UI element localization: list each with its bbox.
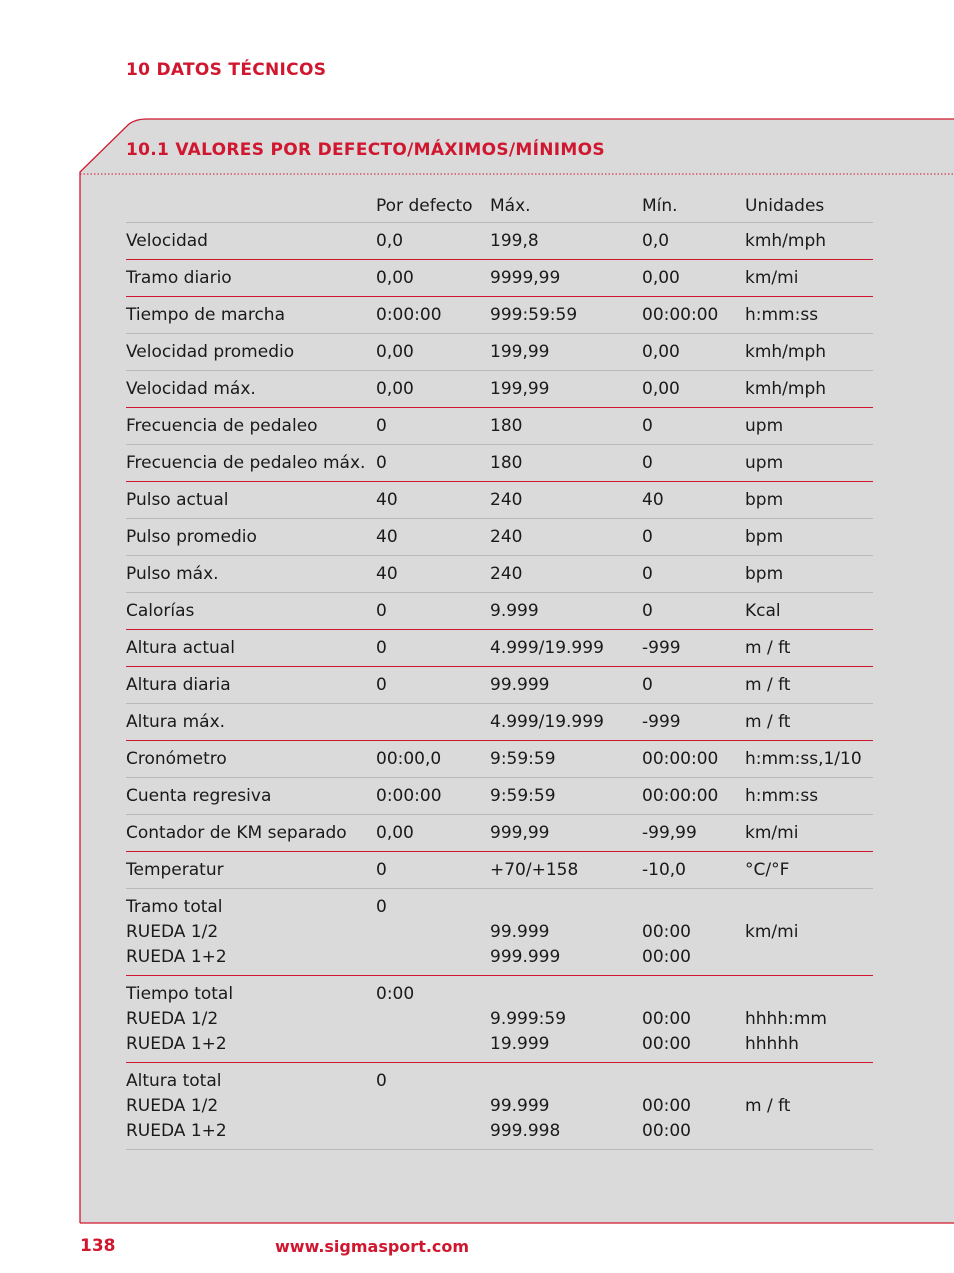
cell-max — [490, 1069, 560, 1144]
cell-unit: bpm — [745, 490, 784, 510]
cell-label — [126, 895, 227, 970]
cell-unit: upm — [745, 416, 784, 436]
cell-label: Pulso promedio — [126, 527, 257, 547]
cell-label: Pulso máx. — [126, 564, 219, 584]
cell-default: 40 — [376, 490, 398, 510]
cell-unit — [745, 895, 798, 970]
cell-min: 0,00 — [642, 342, 680, 362]
cell-label: Cuenta regresiva — [126, 786, 272, 806]
cell-min — [642, 1069, 691, 1144]
cell-default: 0 — [376, 601, 387, 621]
cell-unit: °C/°F — [745, 860, 790, 880]
cell-label: Pulso actual — [126, 490, 229, 510]
cell-default — [376, 1069, 387, 1144]
cell-label: Frecuencia de pedaleo máx. — [126, 453, 366, 473]
cell-min — [642, 982, 691, 1057]
cell-label — [126, 982, 233, 1057]
cell-max: 9999,99 — [490, 268, 561, 288]
cell-default — [376, 895, 387, 970]
cell-min: 00:00:00 — [642, 786, 719, 806]
cell-unit: Kcal — [745, 601, 781, 621]
cell-min: 0 — [642, 564, 653, 584]
cell-max: 4.999/19.999 — [490, 638, 604, 658]
cell-max: 199,99 — [490, 342, 550, 362]
cell-unit: bpm — [745, 564, 784, 584]
cell-unit — [745, 982, 827, 1057]
cell-label: Tramo diario — [126, 268, 232, 288]
cell-max — [490, 982, 566, 1057]
cell-max: 240 — [490, 490, 523, 510]
cell-line: 0 — [376, 1071, 387, 1091]
cell-default: 0:00:00 — [376, 786, 442, 806]
chapter-title: 10 DATOS TÉCNICOS — [126, 60, 327, 80]
section-title: 10.1 VALORES POR DEFECTO/MÁXIMOS/MÍNIMOS — [126, 140, 605, 160]
cell-min: 0,00 — [642, 379, 680, 399]
cell-max: 240 — [490, 564, 523, 584]
cell-unit: h:mm:ss,1/10 — [745, 749, 862, 769]
cell-default — [376, 982, 414, 1057]
cell-label: Cronómetro — [126, 749, 227, 769]
cell-line: 999.998 — [490, 1121, 561, 1141]
header-default: Por defecto — [376, 196, 473, 216]
cell-default: 0,00 — [376, 379, 414, 399]
cell-unit: kmh/mph — [745, 231, 827, 251]
cell-line — [376, 1032, 414, 1057]
cell-label: Tiempo de marcha — [126, 305, 285, 325]
cell-line — [745, 1069, 790, 1094]
cell-line: 999.999 — [490, 947, 561, 967]
table-row — [126, 778, 873, 815]
cell-max: 199,8 — [490, 231, 539, 251]
cell-line: RUEDA 1+2 — [126, 1034, 227, 1054]
table-row — [126, 815, 873, 852]
cell-line — [490, 982, 566, 1007]
cell-min: 00:00:00 — [642, 749, 719, 769]
cell-line — [642, 895, 691, 920]
cell-default: 00:00,0 — [376, 749, 442, 769]
cell-unit: h:mm:ss — [745, 305, 819, 325]
table-row — [126, 704, 873, 741]
table-row — [126, 260, 873, 297]
cell-label: Altura diaria — [126, 675, 231, 695]
cell-line — [642, 1069, 691, 1094]
cell-unit: kmh/mph — [745, 342, 827, 362]
cell-max: 180 — [490, 416, 523, 436]
cell-line: 00:00 — [642, 922, 691, 942]
cell-unit: m / ft — [745, 675, 791, 695]
cell-default: 0 — [376, 860, 387, 880]
cell-line: 99.999 — [490, 922, 550, 942]
table-row — [126, 223, 873, 260]
cell-default: 0 — [376, 416, 387, 436]
cell-label: Velocidad promedio — [126, 342, 295, 362]
cell-line: m / ft — [745, 1096, 791, 1116]
table-row — [126, 852, 873, 889]
cell-line — [376, 1007, 414, 1032]
cell-line — [745, 982, 827, 1007]
cell-max: 240 — [490, 527, 523, 547]
cell-line: Tramo total — [126, 897, 223, 917]
cell-unit: bpm — [745, 527, 784, 547]
cell-line: hhhh:mm — [745, 1009, 827, 1029]
cell-line: hhhhh — [745, 1034, 799, 1054]
cell-min: 0 — [642, 416, 653, 436]
cell-min: -10,0 — [642, 860, 686, 880]
cell-max: 4.999/19.999 — [490, 712, 604, 732]
cell-min: -999 — [642, 712, 681, 732]
table-row-multiline — [126, 976, 873, 1063]
cell-label: Calorías — [126, 601, 195, 621]
cell-default: 0,00 — [376, 342, 414, 362]
cell-label: Velocidad máx. — [126, 379, 256, 399]
cell-default: 40 — [376, 527, 398, 547]
cell-line: 19.999 — [490, 1034, 550, 1054]
cell-min: 00:00:00 — [642, 305, 719, 325]
cell-line: RUEDA 1/2 — [126, 1009, 219, 1029]
cell-unit: upm — [745, 453, 784, 473]
cell-line — [745, 1119, 790, 1144]
cell-min — [642, 895, 691, 970]
cell-line: 00:00 — [642, 1034, 691, 1054]
cell-label: Contador de KM separado — [126, 823, 347, 843]
table-row — [126, 334, 873, 371]
cell-label: Temperatur — [126, 860, 224, 880]
table-row-multiline — [126, 889, 873, 976]
cell-default: 40 — [376, 564, 398, 584]
cell-default: 0,0 — [376, 231, 404, 251]
cell-min: 0 — [642, 527, 653, 547]
cell-line — [745, 945, 798, 970]
cell-default: 0 — [376, 453, 387, 473]
cell-label: Velocidad — [126, 231, 208, 251]
specs-table — [126, 188, 873, 1150]
table-row — [126, 482, 873, 519]
cell-max: +70/+158 — [490, 860, 579, 880]
cell-line — [376, 945, 387, 970]
cell-line — [745, 895, 798, 920]
cell-max: 9.999 — [490, 601, 539, 621]
cell-label: Frecuencia de pedaleo — [126, 416, 318, 436]
cell-default: 0,00 — [376, 823, 414, 843]
cell-max: 99.999 — [490, 675, 550, 695]
cell-line: 00:00 — [642, 1096, 691, 1116]
cell-line — [376, 920, 387, 945]
cell-default: 0:00:00 — [376, 305, 442, 325]
table-header-row — [126, 188, 873, 223]
cell-min: 0 — [642, 453, 653, 473]
cell-line — [490, 895, 560, 920]
cell-min: -99,99 — [642, 823, 697, 843]
cell-line — [376, 1119, 387, 1144]
cell-line: 0 — [376, 897, 387, 917]
table-row-multiline — [126, 1063, 873, 1150]
cell-line — [376, 1094, 387, 1119]
header-unit: Unidades — [745, 196, 825, 216]
cell-min: 40 — [642, 490, 664, 510]
page-number: 138 — [80, 1236, 116, 1256]
cell-line — [490, 1069, 560, 1094]
cell-default: 0,00 — [376, 268, 414, 288]
cell-line: km/mi — [745, 922, 799, 942]
header-min: Mín. — [642, 196, 678, 216]
cell-max: 9:59:59 — [490, 786, 556, 806]
cell-min: 0,0 — [642, 231, 670, 251]
cell-line: RUEDA 1/2 — [126, 922, 219, 942]
cell-label: Altura actual — [126, 638, 235, 658]
cell-min: 0,00 — [642, 268, 680, 288]
cell-max — [490, 895, 560, 970]
cell-line: 99.999 — [490, 1096, 550, 1116]
cell-unit: km/mi — [745, 823, 799, 843]
table-row — [126, 371, 873, 408]
cell-line: RUEDA 1+2 — [126, 1121, 227, 1141]
cell-line — [642, 982, 691, 1007]
cell-max: 999,99 — [490, 823, 550, 843]
cell-line: Tiempo total — [126, 984, 234, 1004]
cell-unit: h:mm:ss — [745, 786, 819, 806]
cell-max: 199,99 — [490, 379, 550, 399]
cell-unit — [745, 1069, 790, 1144]
cell-max: 9:59:59 — [490, 749, 556, 769]
cell-unit: km/mi — [745, 268, 799, 288]
table-row — [126, 741, 873, 778]
table-row — [126, 408, 873, 445]
cell-line: 00:00 — [642, 1121, 691, 1141]
cell-line: Altura total — [126, 1071, 222, 1091]
cell-label: Altura máx. — [126, 712, 226, 732]
cell-max: 180 — [490, 453, 523, 473]
cell-max: 999:59:59 — [490, 305, 578, 325]
table-row — [126, 297, 873, 334]
cell-unit: m / ft — [745, 638, 791, 658]
header-max: Máx. — [490, 196, 531, 216]
table-row — [126, 630, 873, 667]
footer-website: www.sigmasport.com — [275, 1237, 470, 1256]
cell-min: -999 — [642, 638, 681, 658]
cell-line: RUEDA 1+2 — [126, 947, 227, 967]
cell-unit: m / ft — [745, 712, 791, 732]
table-row — [126, 445, 873, 482]
table-row — [126, 667, 873, 704]
table-row — [126, 593, 873, 630]
table-row — [126, 556, 873, 593]
table-row — [126, 519, 873, 556]
cell-line: 00:00 — [642, 1009, 691, 1029]
cell-line: 00:00 — [642, 947, 691, 967]
cell-unit: kmh/mph — [745, 379, 827, 399]
cell-min: 0 — [642, 675, 653, 695]
cell-default: 0 — [376, 638, 387, 658]
cell-default: 0 — [376, 675, 387, 695]
cell-label — [126, 1069, 227, 1144]
cell-line: 0:00 — [376, 984, 415, 1004]
cell-min: 0 — [642, 601, 653, 621]
cell-line: 9.999:59 — [490, 1009, 567, 1029]
cell-line: RUEDA 1/2 — [126, 1096, 219, 1116]
